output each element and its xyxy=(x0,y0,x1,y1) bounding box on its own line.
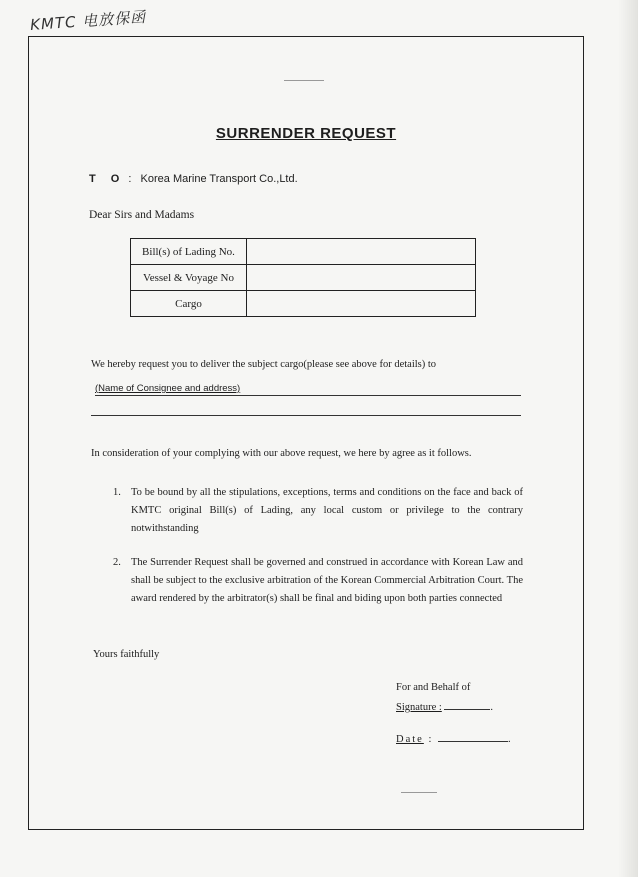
cargo-label: Cargo xyxy=(131,291,247,317)
bl-number-label: Bill(s) of Lading No. xyxy=(131,239,247,265)
consideration-paragraph: In consideration of your complying with our above request, we here by agree as it follows. xyxy=(91,448,472,459)
signature-end-mark: . xyxy=(490,702,494,713)
salutation: Dear Sirs and Madams xyxy=(89,209,195,221)
addressee-name: Korea Marine Transport Co.,Ltd. xyxy=(140,173,298,185)
clause-text: To be bound by all the stipulations, exceptions, terms and conditions on the face and back of KMTC original Bill(s) of Lading, any local custom or privilege to the contrary notwithstanding xyxy=(131,487,523,534)
vessel-voyage-field[interactable] xyxy=(247,265,476,291)
vessel-voyage-label: Vessel & Voyage No xyxy=(131,265,247,291)
shipment-details-table xyxy=(130,238,476,317)
date-end-mark: . xyxy=(508,734,513,745)
cargo-field[interactable] xyxy=(247,291,476,317)
document-title: SURRENDER REQUEST xyxy=(215,125,397,142)
consignee-field[interactable] xyxy=(95,383,521,396)
signature-line[interactable] xyxy=(396,699,522,713)
to-separator: : xyxy=(128,173,132,185)
consignee-address-line[interactable] xyxy=(91,415,521,416)
table-row xyxy=(131,291,476,317)
document-frame xyxy=(28,36,584,830)
handwritten-annotation: KMTC 电放保函 xyxy=(29,7,147,35)
scan-edge xyxy=(618,0,638,877)
closing-phrase: Yours faithfully xyxy=(93,649,160,660)
date-separator: : xyxy=(428,734,434,745)
clause-number: 2. xyxy=(113,557,121,568)
date-label: Date xyxy=(396,734,424,745)
date-blank[interactable] xyxy=(438,731,508,742)
scan-mark xyxy=(401,792,437,793)
clause-1 xyxy=(113,484,523,538)
date-line[interactable] xyxy=(396,731,513,745)
table-row xyxy=(131,239,476,265)
clause-2 xyxy=(113,554,523,608)
signature-blank[interactable] xyxy=(444,699,490,710)
signature-label: Signature : xyxy=(396,702,442,713)
behalf-line: For and Behalf of xyxy=(396,682,471,693)
bl-number-field[interactable] xyxy=(247,239,476,265)
consignee-label: (Name of Consignee and address) xyxy=(95,383,241,394)
to-label: T O xyxy=(89,173,126,185)
table-row xyxy=(131,265,476,291)
clause-number: 1. xyxy=(113,487,121,498)
scan-mark xyxy=(284,80,324,81)
request-paragraph: We hereby request you to deliver the subject cargo(please see above for details) to xyxy=(91,359,437,370)
addressee-line xyxy=(89,173,298,185)
clause-text: The Surrender Request shall be governed and construed in accordance with Korean Law and shall be subject to the exclusive arbitration of the Korean Commercial Arbitration Court. The award rendered by the arbitrator(s) shall be final and biding upon both parties connected xyxy=(131,557,523,604)
